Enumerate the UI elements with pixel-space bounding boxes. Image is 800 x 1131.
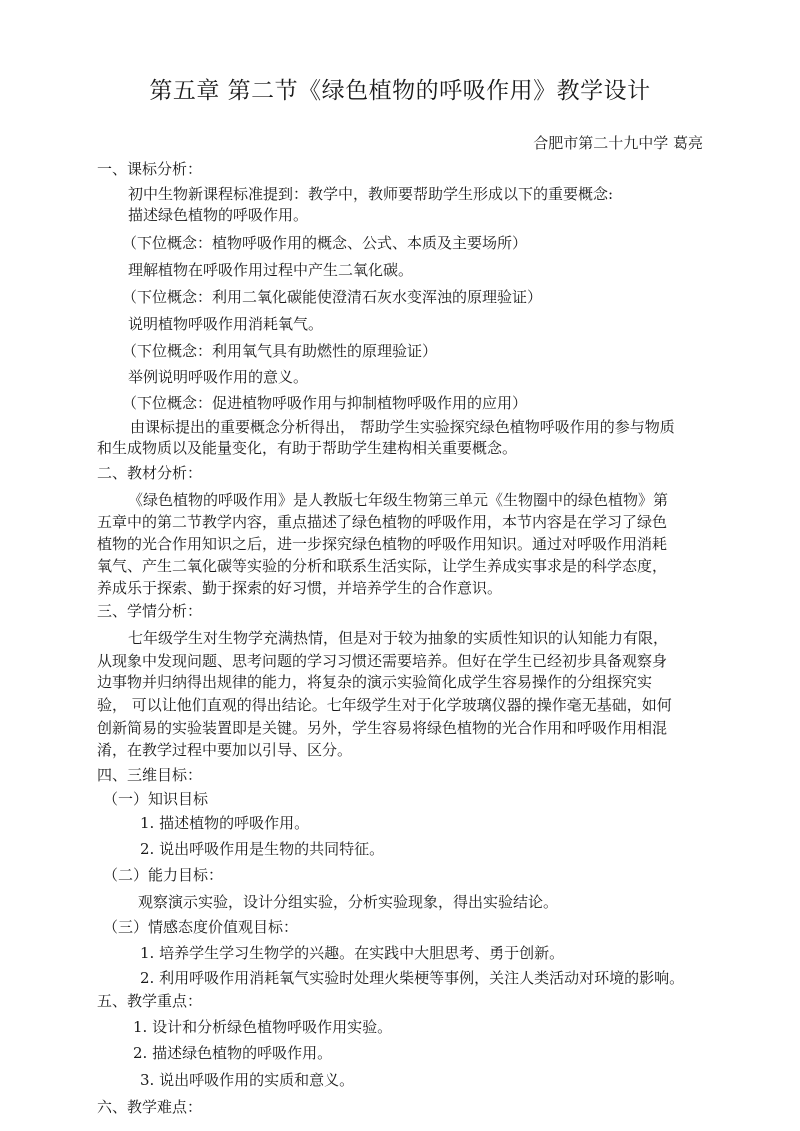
list-item: 2. 描述绿色植物的呼吸作用。 — [133, 1044, 333, 1062]
paragraph-line: 描述绿色植物的呼吸作用。 — [128, 206, 309, 224]
list-item: 1. 培养学生学习生物学的兴趣。在实践中大胆思考、勇于创新。 — [140, 944, 565, 962]
section-heading-mubiao: 四、三维目标： — [97, 766, 203, 784]
paragraph-line: 边事物并归纳得出规律的能力，将复杂的演示实验简化成学生容易操作的分组探究实 — [97, 673, 653, 691]
paragraph-line: （下位概念：利用氧气具有助燃性的原理验证） — [122, 342, 438, 360]
section-heading-xueqing: 三、学情分析： — [97, 602, 203, 620]
paragraph-line: （下位概念：促进植物呼吸作用与抑制植物呼吸作用的应用） — [122, 394, 528, 412]
paragraph-line: 养成乐于探索、勤于探索的好习惯，并培养学生的合作意识。 — [97, 579, 503, 597]
paragraph-line: 由课标提出的重要概念分析得出， 帮助学生实验探究绿色植物呼吸作用的参与物质 — [130, 418, 675, 436]
paragraph-line: 理解植物在呼吸作用过程中产生二氧化碳。 — [128, 261, 414, 279]
list-item: 1. 设计和分析绿色植物呼吸作用实验。 — [133, 1018, 393, 1036]
paragraph-line: 举例说明呼吸作用的意义。 — [128, 368, 309, 386]
subsection-heading-qinggan: （三）情感态度价值观目标： — [103, 918, 299, 936]
author-line: 合肥市第二十九中学 葛亮 — [533, 134, 703, 152]
paragraph-line: 从现象中发现问题、思考问题的学习习惯还需要培养。但好在学生已经初步具备观察身 — [97, 652, 668, 670]
list-item: 2. 说出呼吸作用是生物的共同特征。 — [140, 840, 385, 858]
document-title: 第五章 第二节《绿色植物的呼吸作用》教学设计 — [149, 78, 651, 104]
paragraph-line: 七年级学生对生物学充满热情，但是对于较为抽象的实质性知识的认知能力有限， — [128, 629, 669, 647]
section-heading-jiaocai: 二、教材分析： — [97, 464, 203, 482]
paragraph-line: 说明植物呼吸作用消耗氧气。 — [128, 315, 324, 333]
list-item: 1. 描述植物的呼吸作用。 — [140, 814, 310, 832]
paragraph-line: 植物的光合作用知识之后，进一步探究绿色植物的呼吸作用知识。通过对呼吸作用消耗 — [97, 535, 668, 553]
subsection-heading-zhishi: （一）知识目标 — [103, 790, 209, 808]
section-heading-kebiao: 一、课标分析： — [97, 160, 203, 178]
paragraph-line: （下位概念：利用二氧化碳能使澄清石灰水变浑浊的原理验证） — [122, 288, 543, 306]
paragraph-line: 创新简易的实验装置即是关键。另外，学生容易将绿色植物的光合作用和呼吸作用相混 — [97, 719, 668, 737]
paragraph-line: 和生成物质以及能量变化，有助于帮助学生建构相关重要概念。 — [97, 439, 518, 457]
subsection-heading-nengli: （二）能力目标： — [103, 866, 224, 884]
paragraph-line: 氧气、产生二氧化碳等实验的分析和联系生活实际，让学生养成实事求是的科学态度， — [97, 557, 668, 575]
paragraph-line: 验， 可以让他们直观的得出结论。七年级学生对于化学玻璃仪器的操作毫无基础，如何 — [97, 696, 672, 714]
paragraph-line: 《绿色植物的呼吸作用》是人教版七年级生物第三单元《生物圈中的绿色植物》第 — [128, 491, 669, 509]
list-item: 2. 利用呼吸作用消耗氧气实验时处理火柴梗等事例，关注人类活动对环境的影响。 — [140, 969, 685, 987]
paragraph-line: （下位概念：植物呼吸作用的概念、公式、本质及主要场所） — [122, 234, 528, 252]
list-item: 观察演示实验，设计分组实验，分析实验现象，得出实验结论。 — [138, 893, 559, 911]
paragraph-line: 初中生物新课程标准提到：教学中，教师要帮助学生形成以下的重要概念: — [128, 185, 614, 203]
paragraph-line: 五章中的第二节教学内容，重点描述了绿色植物的呼吸作用，本节内容是在学习了绿色 — [97, 513, 668, 531]
list-item: 3. 说出呼吸作用的实质和意义。 — [140, 1071, 355, 1089]
section-heading-zhongdian: 五、教学重点： — [97, 992, 203, 1010]
section-heading-nandian: 六、教学难点： — [97, 1098, 203, 1116]
paragraph-line: 淆，在教学过程中要加以引导、区分。 — [97, 741, 353, 759]
